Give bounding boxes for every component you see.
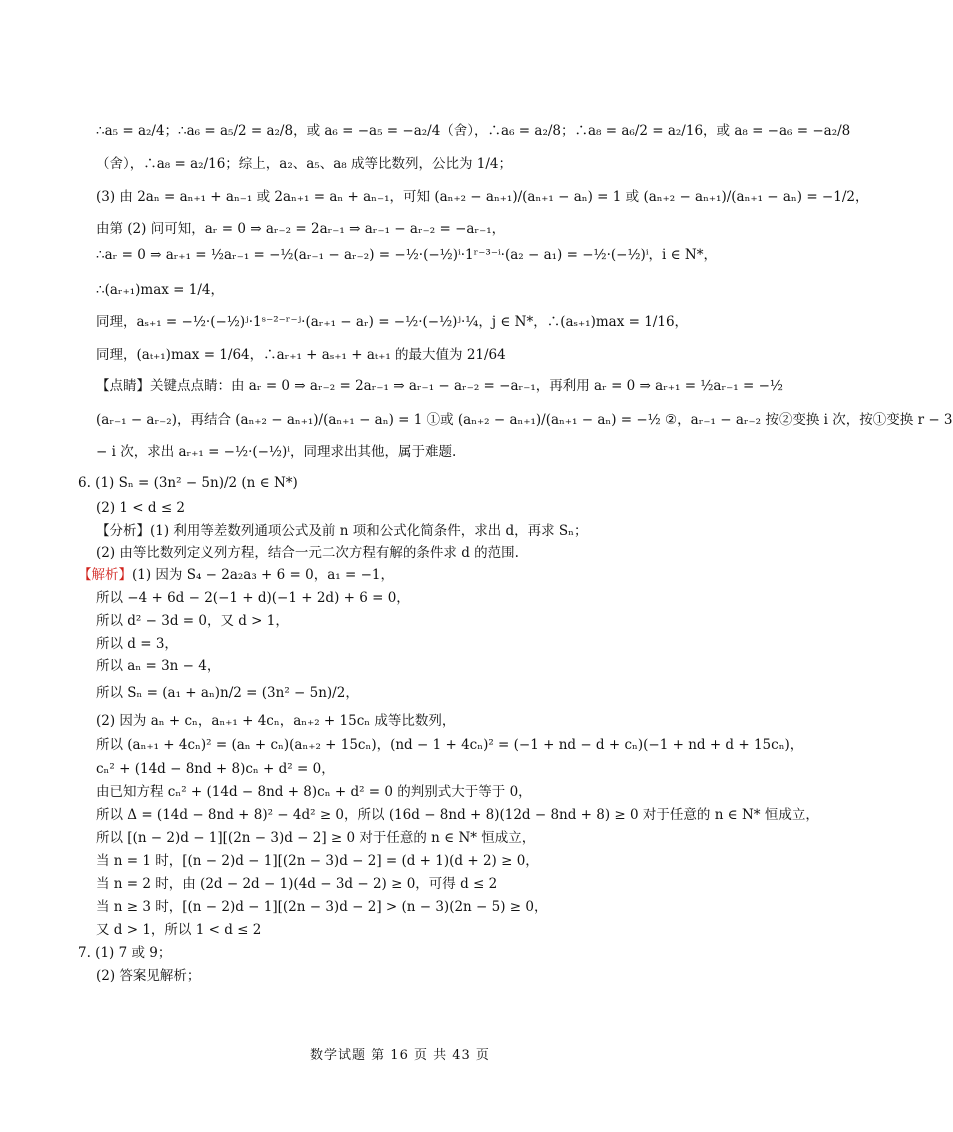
solution-tag: 【解析】: [78, 567, 132, 583]
text-line: 同理，(aₜ₊₁)max = 1/64，∴aᵣ₊₁ + aₛ₊₁ + aₜ₊₁ 的最大值为 21/64: [96, 347, 506, 363]
solution-line: [78, 566, 394, 584]
text-line: 所以 Sₙ = (a₁ + aₙ)n/2 = (3n² − 5n)/2，: [96, 685, 359, 701]
text-line: 所以 d² − 3d = 0，又 d > 1，: [96, 613, 289, 629]
text-line: 所以 d = 3，: [96, 636, 178, 652]
text-line: 由已知方程 cₙ² + (14d − 8nd + 8)cₙ + d² = 0 的判别式大于等于 0，: [96, 784, 532, 800]
text-line: 当 n ≥ 3 时，[(n − 2)d − 1][(2n − 3)d − 2] > (n − 3)(2n − 5) ≥ 0，: [96, 899, 548, 915]
text-line: 由第 (2) 问可知，aᵣ = 0 ⇒ aᵣ₋₂ = 2aᵣ₋₁ ⇒ aᵣ₋₁ − aᵣ₋₂ = −aᵣ₋₁，: [96, 221, 506, 237]
text-line: 【点睛】关键点点睛：由 aᵣ = 0 ⇒ aᵣ₋₂ = 2aᵣ₋₁ ⇒ aᵣ₋₁ − aᵣ₋₂ = −aᵣ₋₁，再利用 aᵣ = 0 ⇒ aᵣ₊₁ = ½aᵣ₋₁ = −½: [96, 378, 783, 394]
text-line: 所以 aₙ = 3n − 4，: [96, 658, 221, 674]
text-line: (2) 由等比数列定义列方程，结合一元二次方程有解的条件求 d 的范围.: [96, 545, 519, 561]
text-line: (aᵣ₋₁ − aᵣ₋₂)，再结合 (aₙ₊₂ − aₙ₊₁)/(aₙ₊₁ − aₙ) = 1 ①或 (aₙ₊₂ − aₙ₊₁)/(aₙ₊₁ − aₙ) = −½ ②，aᵣ₋₁ − aᵣ₋₂ 按②变换 i 次，按①变换 r − 3: [96, 412, 953, 428]
text-line: 又 d > 1，所以 1 < d ≤ 2: [96, 922, 262, 938]
text-line: ∴(aᵣ₊₁)max = 1/4，: [96, 282, 224, 298]
text-line: 所以 Δ = (14d − 8nd + 8)² − 4d² ≥ 0，所以 (16d − 8nd + 8)(12d − 8nd + 8) ≥ 0 对于任意的 n ∈ N* 恒成立，: [96, 807, 819, 823]
text-line: cₙ² + (14d − 8nd + 8)cₙ + d² = 0，: [96, 761, 335, 777]
analysis-line: 【分析】(1) 利用等差数列通项公式及前 n 项和公式化简条件，求出 d，再求 Sₙ；: [96, 523, 588, 539]
text-line: 同理，aₛ₊₁ = −½·(−½)ʲ·1ˢ⁻²⁻ʳ⁻ʲ·(aᵣ₊₁ − aᵣ) = −½·(−½)ʲ·¼，j ∈ N*，∴(aₛ₊₁)max = 1/16，: [96, 314, 689, 330]
question-7-answer: 7. (1) 7 或 9；: [78, 945, 172, 961]
text-line: 当 n = 2 时，由 (2d − 2d − 1)(4d − 3d − 2) ≥ 0，可得 d ≤ 2: [96, 876, 498, 892]
text-line: （舍），∴a₈ = a₂/16；综上，a₂、a₅、a₈ 成等比数列，公比为 1/4；: [96, 156, 512, 172]
page-footer: 数学试题 第 16 页 共 43 页: [310, 1048, 490, 1063]
text-line: (2) 1 < d ≤ 2: [96, 500, 186, 516]
text-line: ∴aᵣ = 0 ⇒ aᵣ₊₁ = ½aᵣ₋₁ = −½(aᵣ₋₁ − aᵣ₋₂) = −½·(−½)ⁱ·1ʳ⁻³⁻ⁱ·(a₂ − a₁) = −½·(−½)ⁱ，i ∈ N*，: [96, 247, 717, 263]
text-line: 所以 −4 + 6d − 2(−1 + d)(−1 + 2d) + 6 = 0，: [96, 590, 410, 606]
text-line: (1) 因为 S₄ − 2a₂a₃ + 6 = 0，a₁ = −1，: [132, 567, 394, 583]
text-line: 当 n = 1 时，[(n − 2)d − 1][(2n − 3)d − 2] = (d + 1)(d + 2) ≥ 0，: [96, 853, 539, 869]
text-line: (3) 由 2aₙ = aₙ₊₁ + aₙ₋₁ 或 2aₙ₊₁ = aₙ + aₙ₋₁，可知 (aₙ₊₂ − aₙ₊₁)/(aₙ₊₁ − aₙ) = 1 或 (aₙ₊₂ − aₙ₊₁)/(aₙ₊₁ − aₙ) = −1/2，: [96, 189, 869, 205]
text-line: (2) 答案见解析；: [96, 968, 201, 984]
text-line: − i 次，求出 aᵣ₊₁ = −½·(−½)ⁱ，同理求出其他，属于难题.: [96, 444, 457, 460]
text-line: 所以 [(n − 2)d − 1][(2n − 3)d − 2] ≥ 0 对于任意的 n ∈ N* 恒成立，: [96, 830, 536, 846]
question-6-answer: 6. (1) Sₙ = (3n² − 5n)/2 (n ∈ N*): [78, 475, 298, 491]
text-line: ∴a₅ = a₂/4；∴a₆ = a₅/2 = a₂/8，或 a₆ = −a₅ = −a₂/4（舍），∴a₆ = a₂/8；∴a₈ = a₆/2 = a₂/16，或 a₈ = −a₆ = −a₂/8: [96, 123, 851, 139]
text-line: (2) 因为 aₙ + cₙ，aₙ₊₁ + 4cₙ，aₙ₊₂ + 15cₙ 成等比数列，: [96, 713, 456, 729]
text-line: 所以 (aₙ₊₁ + 4cₙ)² = (aₙ + cₙ)(aₙ₊₂ + 15cₙ)，(nd − 1 + 4cₙ)² = (−1 + nd − d + cₙ)(−1 + nd + d + 15cₙ)，: [96, 737, 804, 753]
